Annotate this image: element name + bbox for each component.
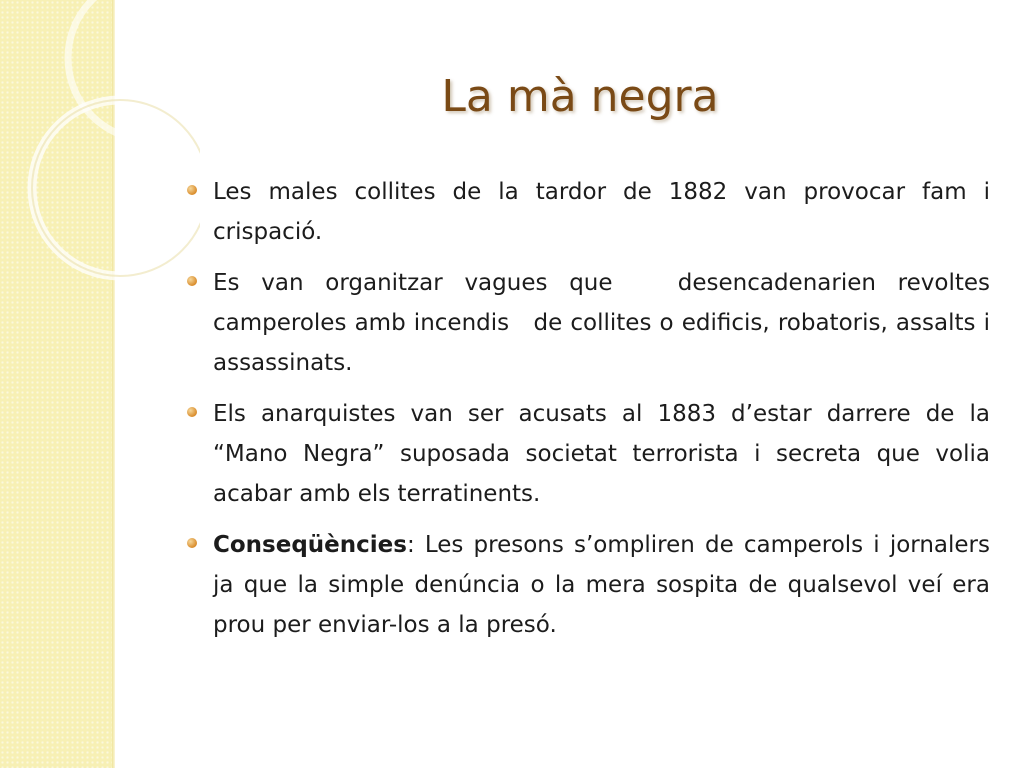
bullet-text: Les males collites de la tardor de 1882 van provocar fam i crispació. [213,179,990,245]
bullet-dot-icon [187,185,197,195]
slide-title: La mà negra [441,71,719,122]
bullet-dot-icon [187,276,197,286]
bullet-item [187,172,990,252]
bullet-dot-icon [187,407,197,417]
bullet-list [187,172,998,656]
bullet-text: Els anarquistes van ser acusats al 1883 d’estar darrere de la “Mano Negra” suposada societat terrorista i secreta que volia acabar amb els terratinents. [213,401,990,507]
bullet-dot-icon [187,538,197,548]
bullet-item [187,263,998,383]
bullet-bold-lead: Conseqüències [213,532,407,558]
bullet-item [187,525,990,645]
bullet-item [187,394,990,514]
bullet-text: Es van organitzar vagues que desencadenarien revoltes camperoles amb incendis de collites o edificis, robatoris, assalts i assassinats. [213,270,998,376]
bullet-text: : Les presons s’ompliren de camperols i jornalers ja que la simple denúncia o la mera sospita de qualsevol veí era prou per enviar-los a la presó. [213,532,990,638]
